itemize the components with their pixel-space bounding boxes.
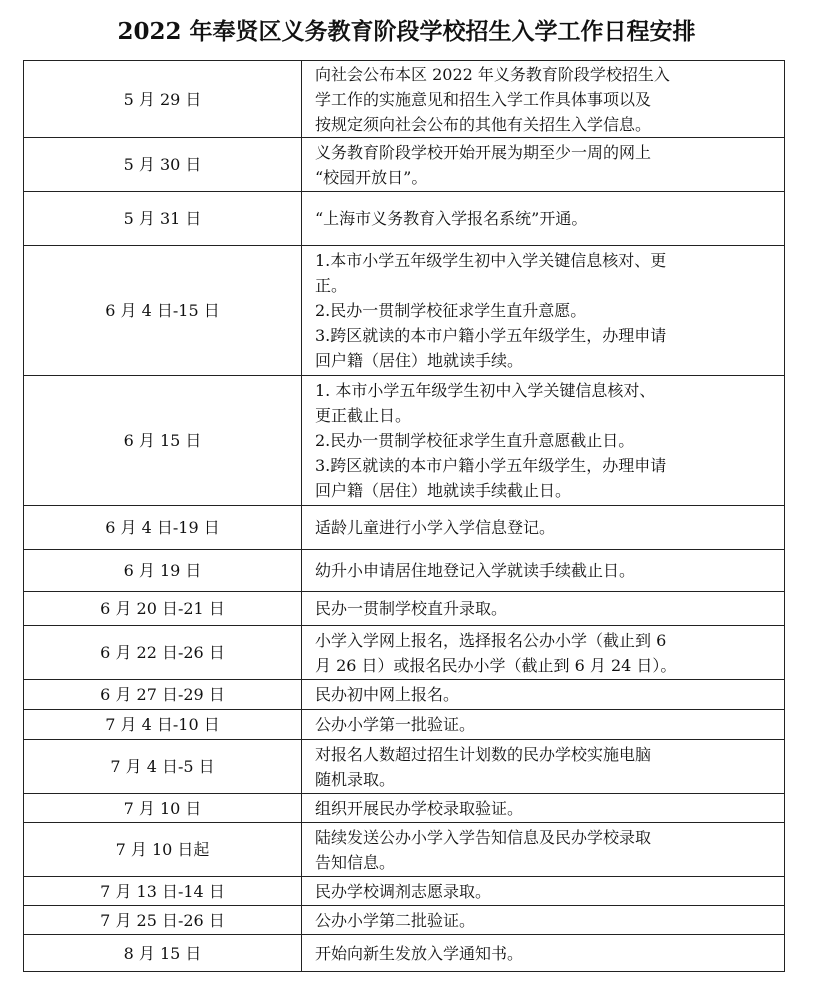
description-line: 月 26 日）或报名民办小学（截止到 6 月 24 日）。 bbox=[315, 655, 677, 675]
schedule-description bbox=[302, 740, 785, 794]
description-line: 民办学校调剂志愿录取。 bbox=[315, 881, 492, 901]
schedule-date: 5 月 29 日 bbox=[24, 61, 302, 138]
schedule-date: 8 月 15 日 bbox=[24, 935, 302, 972]
schedule-description bbox=[302, 138, 785, 192]
schedule-table bbox=[23, 60, 785, 972]
description-line: 向社会公布本区 2022 年义务教育阶段学校招生入 bbox=[315, 64, 670, 84]
table-row bbox=[24, 823, 785, 877]
description-line: 公办小学第二批验证。 bbox=[315, 910, 476, 930]
schedule-date: 7 月 13 日-14 日 bbox=[24, 877, 302, 906]
page-title: 2022 年奉贤区义务教育阶段学校招生入学工作日程安排 bbox=[117, 18, 696, 45]
schedule-description bbox=[302, 626, 785, 680]
description-line: 民办一贯制学校直升录取。 bbox=[315, 599, 508, 618]
table-row bbox=[24, 794, 785, 823]
schedule-date: 6 月 20 日-21 日 bbox=[24, 592, 302, 626]
schedule-date: 7 月 4 日-10 日 bbox=[24, 710, 302, 740]
schedule-date: 7 月 25 日-26 日 bbox=[24, 906, 302, 935]
schedule-description bbox=[302, 794, 785, 823]
description-line: 适龄儿童进行小学入学信息登记。 bbox=[315, 518, 556, 537]
description-line: 小学入学网上报名，选择报名公办小学（截止到 6 bbox=[315, 630, 667, 650]
schedule-description bbox=[302, 877, 785, 906]
description-line: 对报名人数超过招生计划数的民办学校实施电脑 bbox=[315, 744, 652, 764]
schedule-date: 7 月 10 日 bbox=[24, 794, 302, 823]
schedule-date: 5 月 30 日 bbox=[24, 138, 302, 192]
description-line: 1. 本市小学五年级学生初中入学关键信息核对、 bbox=[315, 381, 656, 400]
table-row bbox=[24, 740, 785, 794]
description-line: 3.跨区就读的本市户籍小学五年级学生，办理申请 bbox=[315, 456, 667, 475]
description-line: “校园开放日”。 bbox=[315, 167, 428, 187]
table-row bbox=[24, 192, 785, 246]
schedule-description bbox=[302, 906, 785, 935]
schedule-date: 7 月 10 日起 bbox=[24, 823, 302, 877]
table-row bbox=[24, 592, 785, 626]
description-line: 陆续发送公办小学入学告知信息及民办学校录取 bbox=[315, 827, 652, 847]
description-line: 学工作的实施意见和招生入学工作具体事项以及 bbox=[315, 89, 652, 109]
table-row bbox=[24, 506, 785, 550]
schedule-description bbox=[302, 935, 785, 972]
schedule-date: 6 月 4 日-15 日 bbox=[24, 246, 302, 376]
schedule-description bbox=[302, 592, 785, 626]
schedule-description bbox=[302, 823, 785, 877]
description-line: 回户籍（居住）地就读手续。 bbox=[315, 351, 524, 370]
table-row bbox=[24, 710, 785, 740]
table-row bbox=[24, 246, 785, 376]
schedule-description bbox=[302, 192, 785, 246]
description-line: 3.跨区就读的本市户籍小学五年级学生，办理申请 bbox=[315, 326, 667, 345]
table-row bbox=[24, 906, 785, 935]
schedule-description bbox=[302, 550, 785, 592]
description-line: 回户籍（居住）地就读手续截止日。 bbox=[315, 481, 572, 500]
table-row bbox=[24, 61, 785, 138]
schedule-date: 7 月 4 日-5 日 bbox=[24, 740, 302, 794]
table-row bbox=[24, 877, 785, 906]
description-line: 按规定须向社会公布的其他有关招生入学信息。 bbox=[315, 114, 652, 134]
table-row bbox=[24, 550, 785, 592]
description-line: 2.民办一贯制学校征求学生直升意愿截止日。 bbox=[315, 431, 635, 450]
description-line: 正。 bbox=[315, 276, 348, 295]
schedule-description bbox=[302, 680, 785, 710]
description-line: 更正截止日。 bbox=[315, 406, 412, 425]
schedule-body bbox=[24, 61, 785, 972]
schedule-description bbox=[302, 246, 785, 376]
schedule-date: 6 月 15 日 bbox=[24, 376, 302, 506]
description-line: 2.民办一贯制学校征求学生直升意愿。 bbox=[315, 301, 587, 320]
schedule-description bbox=[302, 376, 785, 506]
description-line: 组织开展民办学校录取验证。 bbox=[315, 798, 524, 818]
description-line: 随机录取。 bbox=[315, 769, 396, 789]
table-row bbox=[24, 376, 785, 506]
description-line: 公办小学第一批验证。 bbox=[315, 715, 476, 734]
description-line: 开始向新生发放入学通知书。 bbox=[315, 943, 524, 963]
description-line: 告知信息。 bbox=[315, 852, 396, 872]
schedule-date: 6 月 4 日-19 日 bbox=[24, 506, 302, 550]
description-line: “上海市义务教育入学报名系统”开通。 bbox=[315, 209, 588, 228]
schedule-date: 6 月 19 日 bbox=[24, 550, 302, 592]
table-row bbox=[24, 138, 785, 192]
table-row bbox=[24, 680, 785, 710]
schedule-description bbox=[302, 506, 785, 550]
description-line: 民办初中网上报名。 bbox=[315, 685, 460, 704]
schedule-date: 6 月 27 日-29 日 bbox=[24, 680, 302, 710]
schedule-date: 6 月 22 日-26 日 bbox=[24, 626, 302, 680]
description-line: 幼升小申请居住地登记入学就读手续截止日。 bbox=[315, 561, 636, 580]
schedule-description bbox=[302, 61, 785, 138]
schedule-description bbox=[302, 710, 785, 740]
schedule-date: 5 月 31 日 bbox=[24, 192, 302, 246]
table-row bbox=[24, 935, 785, 972]
description-line: 1.本市小学五年级学生初中入学关键信息核对、更 bbox=[315, 251, 667, 270]
description-line: 义务教育阶段学校开始开展为期至少一周的网上 bbox=[315, 142, 652, 162]
table-row bbox=[24, 626, 785, 680]
